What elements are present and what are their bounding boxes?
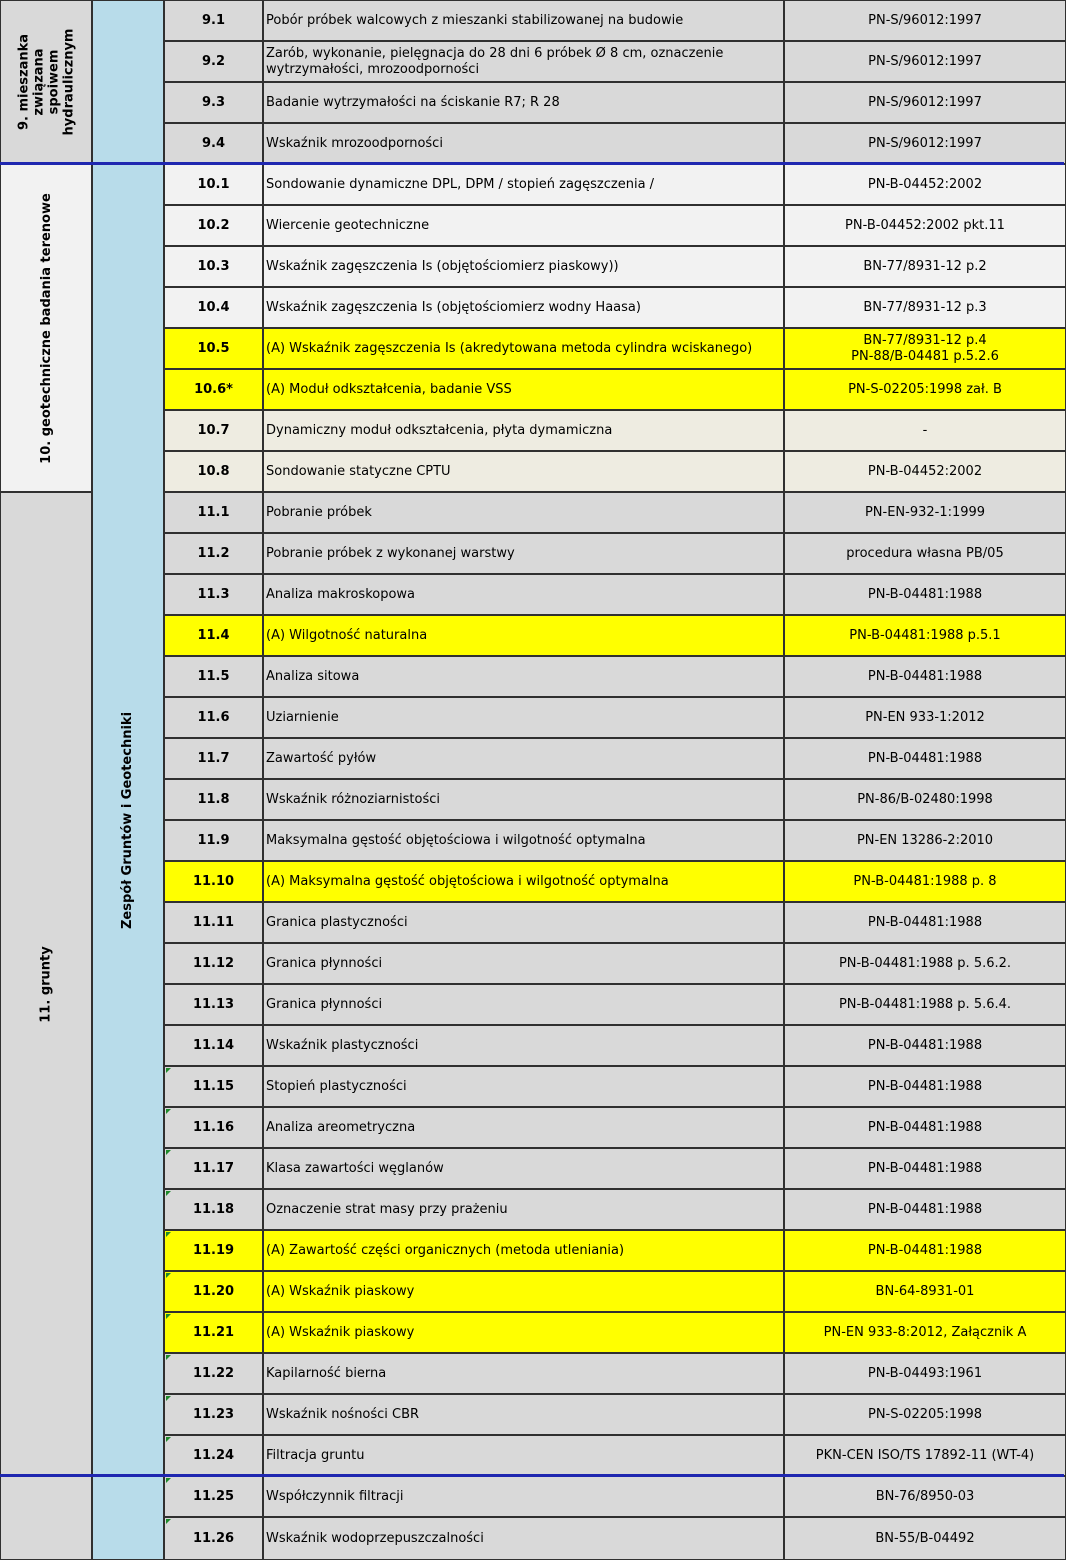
row-description-cell-text: (A) Wilgotność naturalna — [266, 627, 428, 643]
row-description-cell-text: Klasa zawartości węglanów — [266, 1160, 444, 1176]
row-description-cell-text: (A) Wskaźnik zagęszczenia Is (akredytowana metoda cylindra wciskanego) — [266, 340, 753, 356]
section-separator — [0, 1474, 1064, 1477]
row-number-cell-text: 10.8 — [197, 464, 230, 479]
row-number-cell-text: 11.19 — [192, 1243, 235, 1258]
row-standard-cell — [784, 1189, 1066, 1230]
row-description-cell — [263, 1312, 784, 1353]
row-description-cell — [263, 164, 784, 205]
row-number-cell — [164, 697, 263, 738]
row-standard-cell-text: PN-S/96012:1997 — [868, 12, 982, 28]
row-description-cell-text: (A) Zawartość części organicznych (metoda utleniania) — [266, 1242, 625, 1258]
comment-marker-icon — [166, 1478, 171, 1483]
row-standard-cell-text: PN-B-04452:2002 — [867, 463, 983, 479]
row-number-cell-text: 11.10 — [192, 874, 235, 889]
row-number-cell-text: 11.12 — [192, 956, 235, 971]
row-description-cell — [263, 861, 784, 902]
row-number-cell — [164, 0, 263, 41]
row-number-cell — [164, 1148, 263, 1189]
row-number-cell-text: 11.15 — [192, 1079, 235, 1094]
row-number-cell — [164, 123, 263, 164]
row-number-cell-text: 9.2 — [201, 54, 226, 69]
row-description-cell — [263, 779, 784, 820]
row-standard-cell-text: PN-EN 13286-2:2010 — [856, 832, 994, 848]
row-standard-cell — [784, 984, 1066, 1025]
row-description-cell-text: Pobranie próbek — [266, 504, 372, 520]
row-number-cell — [164, 82, 263, 123]
row-number-cell-text: 11.21 — [192, 1325, 235, 1340]
row-number-cell-text: 11.26 — [192, 1531, 235, 1546]
row-description-cell-text: Wskaźnik zagęszczenia Is (objętościomierz piaskowy)) — [266, 258, 619, 274]
row-standard-cell — [784, 1394, 1066, 1435]
comment-marker-icon — [166, 1437, 171, 1442]
row-standard-cell-text: PN-B-04481:1988 — [867, 914, 983, 930]
row-standard-cell — [784, 1025, 1066, 1066]
team-cell-bottom — [92, 1476, 164, 1560]
row-standard-cell-text: BN-76/8950-03 — [875, 1488, 975, 1504]
row-standard-cell — [784, 902, 1066, 943]
row-standard-cell-text: PN-B-04481:1988 — [867, 1242, 983, 1258]
row-number-cell — [164, 943, 263, 984]
row-description-cell-text: Wiercenie geotechniczne — [266, 217, 430, 233]
comment-marker-icon — [166, 1273, 171, 1278]
row-description-cell — [263, 369, 784, 410]
row-description-cell — [263, 1189, 784, 1230]
row-standard-cell-text: BN-77/8931-12 p.4 PN-88/B-04481 p.5.2.6 — [851, 332, 999, 364]
row-description-cell-text: Analiza sitowa — [266, 668, 360, 684]
row-number-cell — [164, 41, 263, 82]
row-standard-cell-text: BN-64-8931-01 — [875, 1283, 975, 1299]
row-number-cell-text: 11.23 — [192, 1407, 235, 1422]
row-standard-cell — [784, 738, 1066, 779]
group-label-10: 10. geotechniczne badania terenowe — [38, 192, 54, 464]
row-standard-cell — [784, 369, 1066, 410]
row-number-cell-text: 11.16 — [192, 1120, 235, 1135]
row-description-cell — [263, 410, 784, 451]
row-standard-cell-text: - — [922, 422, 928, 438]
row-number-cell — [164, 1476, 263, 1517]
row-description-cell — [263, 697, 784, 738]
row-number-cell — [164, 164, 263, 205]
row-description-cell — [263, 246, 784, 287]
row-standard-cell — [784, 410, 1066, 451]
row-description-cell — [263, 492, 784, 533]
row-description-cell-text: Stopień plastyczności — [266, 1078, 407, 1094]
row-number-cell — [164, 1025, 263, 1066]
row-description-cell-text: (A) Moduł odkształcenia, badanie VSS — [266, 381, 512, 397]
comment-marker-icon — [166, 1150, 171, 1155]
row-standard-cell-text: PN-B-04481:1988 — [867, 586, 983, 602]
row-description-cell — [263, 82, 784, 123]
row-number-cell — [164, 492, 263, 533]
row-standard-cell — [784, 656, 1066, 697]
row-standard-cell — [784, 615, 1066, 656]
row-standard-cell — [784, 943, 1066, 984]
row-standard-cell-text: PN-B-04481:1988 p.5.1 — [849, 627, 1001, 643]
row-standard-cell-text: PN-EN 933-1:2012 — [865, 709, 985, 725]
row-standard-cell — [784, 1517, 1066, 1560]
row-standard-cell-text: PN-EN-932-1:1999 — [864, 504, 986, 520]
row-number-cell-text: 11.11 — [192, 915, 235, 930]
row-number-cell-text: 10.2 — [197, 218, 230, 233]
row-standard-cell-text: PN-B-04481:1988 — [867, 1201, 983, 1217]
row-description-cell-text: Analiza makroskopowa — [266, 586, 416, 602]
team-cell-top — [92, 0, 164, 164]
row-number-cell — [164, 738, 263, 779]
row-description-cell-text: Filtracja gruntu — [266, 1447, 365, 1463]
group-cell-9 — [0, 0, 92, 164]
row-description-cell — [263, 328, 784, 369]
row-number-cell — [164, 574, 263, 615]
row-standard-cell — [784, 1107, 1066, 1148]
row-description-cell-text: Dynamiczny moduł odkształcenia, płyta dymamiczna — [266, 422, 613, 438]
row-standard-cell — [784, 779, 1066, 820]
team-label: Zespół Gruntów i Geotechniki — [120, 711, 136, 929]
row-standard-cell — [784, 328, 1066, 369]
row-number-cell-text: 10.3 — [197, 259, 230, 274]
row-description-cell — [263, 738, 784, 779]
row-standard-cell — [784, 246, 1066, 287]
row-number-cell — [164, 902, 263, 943]
row-standard-cell-text: BN-77/8931-12 p.3 — [863, 299, 987, 315]
row-number-cell — [164, 533, 263, 574]
row-description-cell — [263, 123, 784, 164]
row-standard-cell-text: PN-EN 933-8:2012, Załącznik A — [823, 1324, 1027, 1340]
row-number-cell — [164, 656, 263, 697]
row-number-cell — [164, 451, 263, 492]
row-description-cell — [263, 1476, 784, 1517]
row-standard-cell — [784, 1230, 1066, 1271]
row-number-cell — [164, 328, 263, 369]
row-number-cell — [164, 861, 263, 902]
row-number-cell-text: 11.25 — [192, 1489, 235, 1504]
row-description-cell-text: Wskaźnik zagęszczenia Is (objętościomierz wodny Haasa) — [266, 299, 641, 315]
row-standard-cell-text: PN-S/96012:1997 — [868, 135, 982, 151]
row-description-cell-text: Granica płynności — [266, 996, 383, 1012]
row-standard-cell — [784, 41, 1066, 82]
row-standard-cell-text: PN-S-02205:1998 — [867, 1406, 983, 1422]
row-number-cell-text: 11.20 — [192, 1284, 235, 1299]
team-cell — [92, 164, 164, 1476]
row-description-cell-text: Zarób, wykonanie, pielęgnacja do 28 dni 6 próbek Ø 8 cm, oznaczenie wytrzymałości, mrozoodporności — [266, 45, 724, 77]
row-number-cell-text: 10.6* — [194, 382, 233, 397]
section-separator — [0, 162, 1064, 165]
row-number-cell-text: 11.9 — [197, 833, 230, 848]
row-number-cell — [164, 1107, 263, 1148]
row-description-cell — [263, 615, 784, 656]
row-number-cell-text: 9.4 — [201, 136, 226, 151]
row-standard-cell-text: PN-B-04481:1988 — [867, 1119, 983, 1135]
row-number-cell — [164, 246, 263, 287]
row-standard-cell-text: PN-S/96012:1997 — [868, 53, 982, 69]
row-number-cell-text: 11.4 — [197, 628, 230, 643]
row-standard-cell-text: PN-B-04481:1988 — [867, 750, 983, 766]
row-standard-cell — [784, 492, 1066, 533]
row-description-cell — [263, 1271, 784, 1312]
row-description-cell — [263, 902, 784, 943]
row-description-cell — [263, 205, 784, 246]
row-description-cell-text: Uziarnienie — [266, 709, 339, 725]
row-description-cell-text: Zawartość pyłów — [266, 750, 377, 766]
row-description-cell — [263, 820, 784, 861]
row-number-cell — [164, 1394, 263, 1435]
row-description-cell-text: Oznaczenie strat masy przy prażeniu — [266, 1201, 508, 1217]
row-description-cell-text: Pobranie próbek z wykonanej warstwy — [266, 545, 515, 561]
row-standard-cell-text: PN-S-02205:1998 zał. B — [848, 381, 1002, 397]
row-description-cell-text: Wskaźnik mrozoodporności — [266, 135, 443, 151]
row-standard-cell — [784, 1312, 1066, 1353]
row-number-cell — [164, 1189, 263, 1230]
row-number-cell-text: 11.7 — [197, 751, 230, 766]
comment-marker-icon — [166, 1355, 171, 1360]
row-standard-cell — [784, 1271, 1066, 1312]
row-description-cell-text: Maksymalna gęstość objętościowa i wilgotność optymalna — [266, 832, 646, 848]
row-description-cell-text: Pobór próbek walcowych z mieszanki stabilizowanej na budowie — [266, 12, 684, 28]
row-description-cell — [263, 574, 784, 615]
group-cell-continued — [0, 1476, 92, 1560]
row-number-cell — [164, 1517, 263, 1560]
row-description-cell-text: Sondowanie statyczne CPTU — [266, 463, 451, 479]
row-standard-cell-text: PN-B-04481:1988 — [867, 1160, 983, 1176]
row-number-cell-text: 11.13 — [192, 997, 235, 1012]
row-number-cell — [164, 205, 263, 246]
row-description-cell-text: Współczynnik filtracji — [266, 1488, 404, 1504]
row-standard-cell — [784, 1066, 1066, 1107]
comment-marker-icon — [166, 1396, 171, 1401]
row-description-cell — [263, 1353, 784, 1394]
row-number-cell-text: 11.8 — [197, 792, 230, 807]
row-number-cell-text: 11.22 — [192, 1366, 235, 1381]
row-standard-cell — [784, 533, 1066, 574]
row-standard-cell — [784, 1148, 1066, 1189]
row-number-cell — [164, 820, 263, 861]
row-standard-cell-text: BN-55/B-04492 — [875, 1530, 975, 1546]
row-number-cell-text: 10.4 — [197, 300, 230, 315]
row-number-cell — [164, 1271, 263, 1312]
row-number-cell — [164, 779, 263, 820]
row-description-cell — [263, 984, 784, 1025]
row-number-cell-text: 11.6 — [197, 710, 230, 725]
row-number-cell-text: 11.18 — [192, 1202, 235, 1217]
row-number-cell — [164, 410, 263, 451]
comment-marker-icon — [166, 1109, 171, 1114]
row-number-cell — [164, 615, 263, 656]
row-description-cell — [263, 1066, 784, 1107]
row-number-cell — [164, 1312, 263, 1353]
row-standard-cell-text: PN-B-04481:1988 — [867, 668, 983, 684]
row-description-cell-text: Wskaźnik nośności CBR — [266, 1406, 420, 1422]
row-description-cell — [263, 41, 784, 82]
row-standard-cell — [784, 861, 1066, 902]
row-standard-cell-text: PKN-CEN ISO/TS 17892-11 (WT-4) — [815, 1447, 1035, 1463]
row-description-cell — [263, 0, 784, 41]
row-standard-cell-text: PN-S/96012:1997 — [868, 94, 982, 110]
row-description-cell-text: Wskaźnik plastyczności — [266, 1037, 419, 1053]
row-standard-cell-text: PN-B-04452:2002 pkt.11 — [845, 217, 1005, 233]
row-standard-cell-text: PN-B-04452:2002 — [867, 176, 983, 192]
row-description-cell-text: Sondowanie dynamiczne DPL, DPM / stopień zagęszczenia / — [266, 176, 655, 192]
comment-marker-icon — [166, 1519, 171, 1524]
row-number-cell-text: 11.3 — [197, 587, 230, 602]
row-number-cell — [164, 1230, 263, 1271]
row-standard-cell — [784, 574, 1066, 615]
row-standard-cell — [784, 451, 1066, 492]
row-description-cell — [263, 1394, 784, 1435]
row-standard-cell — [784, 164, 1066, 205]
row-description-cell — [263, 943, 784, 984]
row-description-cell-text: Wskaźnik wodoprzepuszczalności — [266, 1530, 484, 1546]
row-description-cell-text: (A) Wskaźnik piaskowy — [266, 1324, 415, 1340]
row-description-cell — [263, 1435, 784, 1476]
row-number-cell-text: 11.24 — [192, 1448, 235, 1463]
row-description-cell — [263, 451, 784, 492]
row-number-cell — [164, 287, 263, 328]
row-description-cell-text: Wskaźnik różnoziarnistości — [266, 791, 440, 807]
row-standard-cell-text: PN-B-04493:1961 — [867, 1365, 983, 1381]
row-standard-cell-text: PN-B-04481:1988 p. 5.6.4. — [838, 996, 1012, 1012]
row-number-cell-text: 11.17 — [192, 1161, 235, 1176]
row-number-cell — [164, 1066, 263, 1107]
row-number-cell-text: 11.1 — [197, 505, 230, 520]
row-description-cell-text: Analiza areometryczna — [266, 1119, 416, 1135]
row-standard-cell-text: PN-B-04481:1988 p. 5.6.2. — [838, 955, 1012, 971]
row-description-cell — [263, 1025, 784, 1066]
row-standard-cell-text: BN-77/8931-12 p.2 — [863, 258, 987, 274]
row-standard-cell-text: PN-B-04481:1988 — [867, 1078, 983, 1094]
comment-marker-icon — [166, 1232, 171, 1237]
row-description-cell — [263, 1148, 784, 1189]
row-description-cell-text: Kapilarność bierna — [266, 1365, 387, 1381]
row-description-cell-text: Granica plastyczności — [266, 914, 408, 930]
row-description-cell-text: (A) Wskaźnik piaskowy — [266, 1283, 415, 1299]
row-number-cell-text: 11.2 — [197, 546, 230, 561]
row-standard-cell — [784, 1476, 1066, 1517]
comment-marker-icon — [166, 1191, 171, 1196]
row-standard-cell — [784, 1435, 1066, 1476]
row-number-cell — [164, 369, 263, 410]
row-number-cell — [164, 1435, 263, 1476]
row-standard-cell — [784, 123, 1066, 164]
row-number-cell-text: 10.7 — [197, 423, 230, 438]
row-number-cell-text: 11.14 — [192, 1038, 235, 1053]
row-description-cell — [263, 656, 784, 697]
row-number-cell-text: 9.3 — [201, 95, 226, 110]
row-number-cell-text: 9.1 — [201, 13, 226, 28]
group-label-11: 11. grunty — [38, 945, 54, 1023]
comment-marker-icon — [166, 1314, 171, 1319]
row-description-cell — [263, 1107, 784, 1148]
row-number-cell-text: 10.1 — [197, 177, 230, 192]
row-number-cell — [164, 984, 263, 1025]
row-number-cell — [164, 1353, 263, 1394]
row-description-cell — [263, 1230, 784, 1271]
row-standard-cell-text: PN-B-04481:1988 — [867, 1037, 983, 1053]
group-cell-11 — [0, 492, 92, 1476]
row-standard-cell-text: procedura własna PB/05 — [846, 545, 1004, 561]
row-number-cell-text: 11.5 — [197, 669, 230, 684]
row-description-cell — [263, 287, 784, 328]
row-standard-cell — [784, 697, 1066, 738]
row-standard-cell-text: PN-B-04481:1988 p. 8 — [853, 873, 997, 889]
row-description-cell-text: (A) Maksymalna gęstość objętościowa i wilgotność optymalna — [266, 873, 669, 889]
row-standard-cell — [784, 82, 1066, 123]
row-description-cell-text: Badanie wytrzymałości na ściskanie R7; R 28 — [266, 94, 560, 110]
row-standard-cell — [784, 820, 1066, 861]
group-label-9: 9. mieszanka związana spoiwem hydraulicznym — [16, 28, 76, 136]
row-number-cell-text: 10.5 — [197, 341, 230, 356]
row-description-cell — [263, 1517, 784, 1560]
row-standard-cell-text: PN-86/B-02480:1998 — [857, 791, 993, 807]
row-standard-cell — [784, 287, 1066, 328]
row-description-cell-text: Granica płynności — [266, 955, 383, 971]
row-standard-cell — [784, 1353, 1066, 1394]
row-description-cell — [263, 533, 784, 574]
row-standard-cell — [784, 205, 1066, 246]
comment-marker-icon — [166, 1068, 171, 1073]
row-standard-cell — [784, 0, 1066, 41]
group-cell-10 — [0, 164, 92, 492]
